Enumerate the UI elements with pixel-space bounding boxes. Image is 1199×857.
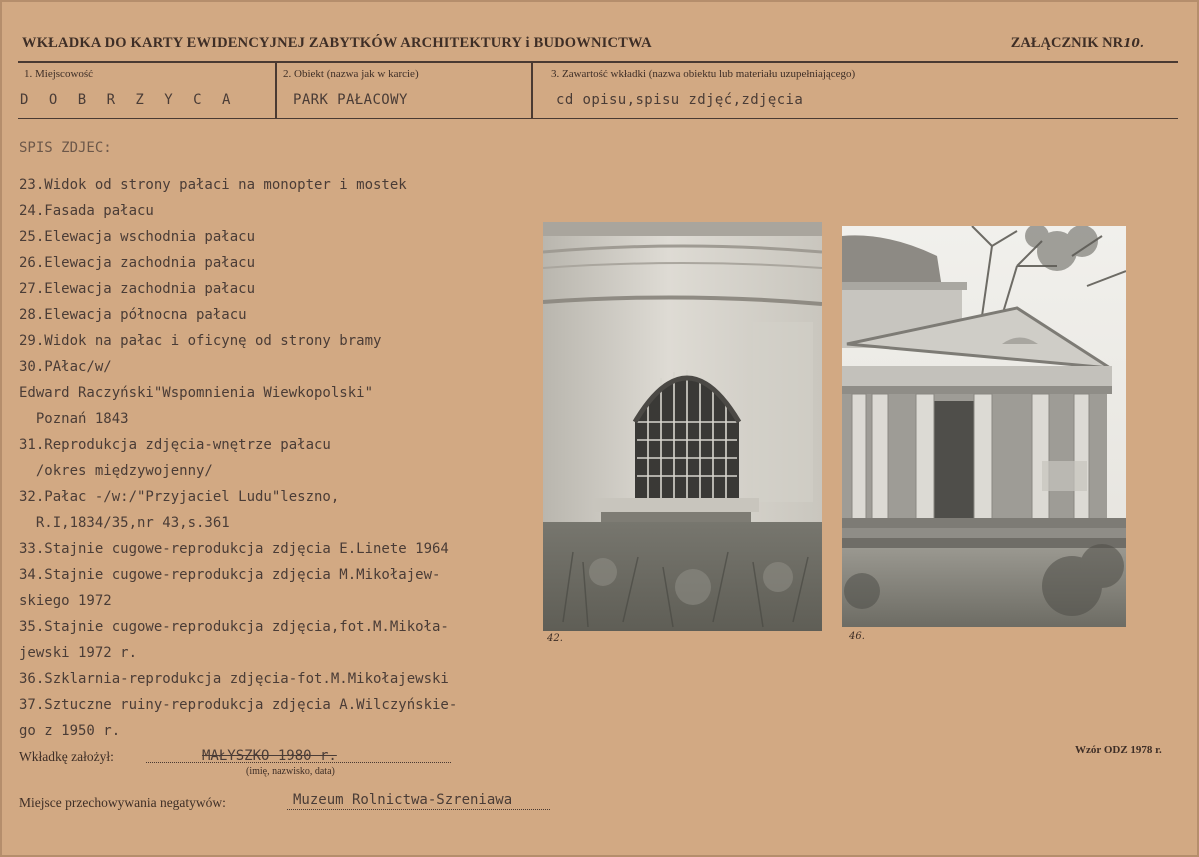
photo-list-line: 25.Elewacja wschodnia pałacu [19, 229, 256, 245]
annex-number [1011, 35, 1144, 52]
photo-list-line: /okres międzywojenny/ [19, 463, 213, 479]
photo-list-line: 24.Fasada pałacu [19, 203, 154, 219]
object-value: PARK PAŁACOWY [293, 92, 408, 108]
photo-list-line: 36.Szklarnia-reprodukcja zdjęcia-fot.M.Mikołajewski [19, 671, 449, 687]
photo-list-line: R.I,1834/35,nr 43,s.361 [19, 515, 230, 531]
locality-label: 1. Miejscowość [24, 68, 94, 80]
photo-portico [842, 226, 1126, 627]
photo-list-line: 27.Elewacja zachodnia pałacu [19, 281, 256, 297]
photo-list-line: Poznań 1843 [19, 411, 129, 427]
contents-value: cd opisu,spisu zdjęć,zdjęcia [556, 92, 804, 108]
photo-list-line: 29.Widok na pałac i oficynę od strony bramy [19, 333, 382, 349]
photo-list-line: 28.Elewacja północna pałacu [19, 307, 247, 323]
founder-label: Wkładkę założył: [19, 749, 114, 764]
photo-list-line: Edward Raczyński"Wspomnienia Wiewkopolski" [19, 385, 374, 401]
field-divider-1 [275, 63, 277, 118]
rotunda-window-photo-icon [543, 222, 822, 631]
photo-list-line: 26.Elewacja zachodnia pałacu [19, 255, 256, 271]
photo-list-line: 23.Widok od strony pałaci na monopter i mostek [19, 177, 407, 193]
contents-label: 3. Zawartość wkładki (nazwa obiektu lub materiału uzupełniającego) [551, 68, 856, 80]
photo-list-line: 30.PAłac/w/ [19, 359, 112, 375]
photo-list-line: jewski 1972 r. [19, 645, 138, 661]
storage-dotted-line [287, 809, 550, 810]
founder-hint: (imię, nazwisko, data) [246, 766, 335, 777]
header-rule [18, 61, 1178, 63]
photo-list-line: skiego 1972 [19, 593, 112, 609]
annex-label: ZAŁĄCZNIK NR [1010, 35, 1124, 51]
founder-value: MAŁYSZKO 1980 r. [202, 748, 337, 764]
portico-temple-photo-icon [842, 226, 1126, 627]
locality-value: D O B R Z Y C A [20, 92, 237, 108]
storage-value: Muzeum Rolnictwa-Szreniawa [293, 792, 513, 808]
card-title: WKŁADKA DO KARTY EWIDENCYJNEJ ZABYTKÓW ARCHITEKTURY i BUDOWNICTWA [22, 35, 652, 51]
photo-list-line: go z 1950 r. [19, 723, 121, 739]
photo-list-line: 35.Stajnie cugowe-reprodukcja zdjęcia,fot.M.Mikoła- [19, 619, 449, 635]
photo-rotunda-caption: 42. [547, 633, 563, 644]
storage-label: Miejsce przechowywania negatywów: [19, 795, 226, 810]
photo-portico-caption: 46. [849, 631, 865, 642]
photo-rotunda [543, 222, 822, 631]
photo-list-line: 31.Reprodukcja zdjęcia-wnętrze pałacu [19, 437, 331, 453]
annex-number-value: 10. [1123, 36, 1144, 50]
photo-list-line: 37.Sztuczne ruiny-reprodukcja zdjęcia A.Wilczyńskie- [19, 697, 458, 713]
photo-list-heading: SPIS ZDJEC: [19, 140, 112, 156]
field-divider-2 [531, 63, 533, 118]
fields-bottom-rule [18, 118, 1178, 119]
template-note: Wzór ODZ 1978 r. [1075, 744, 1162, 756]
photo-list-line: 34.Stajnie cugowe-reprodukcja zdjęcia M.Mikołajew- [19, 567, 441, 583]
photo-list-line: 33.Stajnie cugowe-reprodukcja zdjęcia E.Linete 1964 [19, 541, 449, 557]
object-label: 2. Obiekt (nazwa jak w karcie) [283, 68, 419, 80]
photo-list-line: 32.Pałac -/w:/"Przyjaciel Ludu"leszno, [19, 489, 340, 505]
